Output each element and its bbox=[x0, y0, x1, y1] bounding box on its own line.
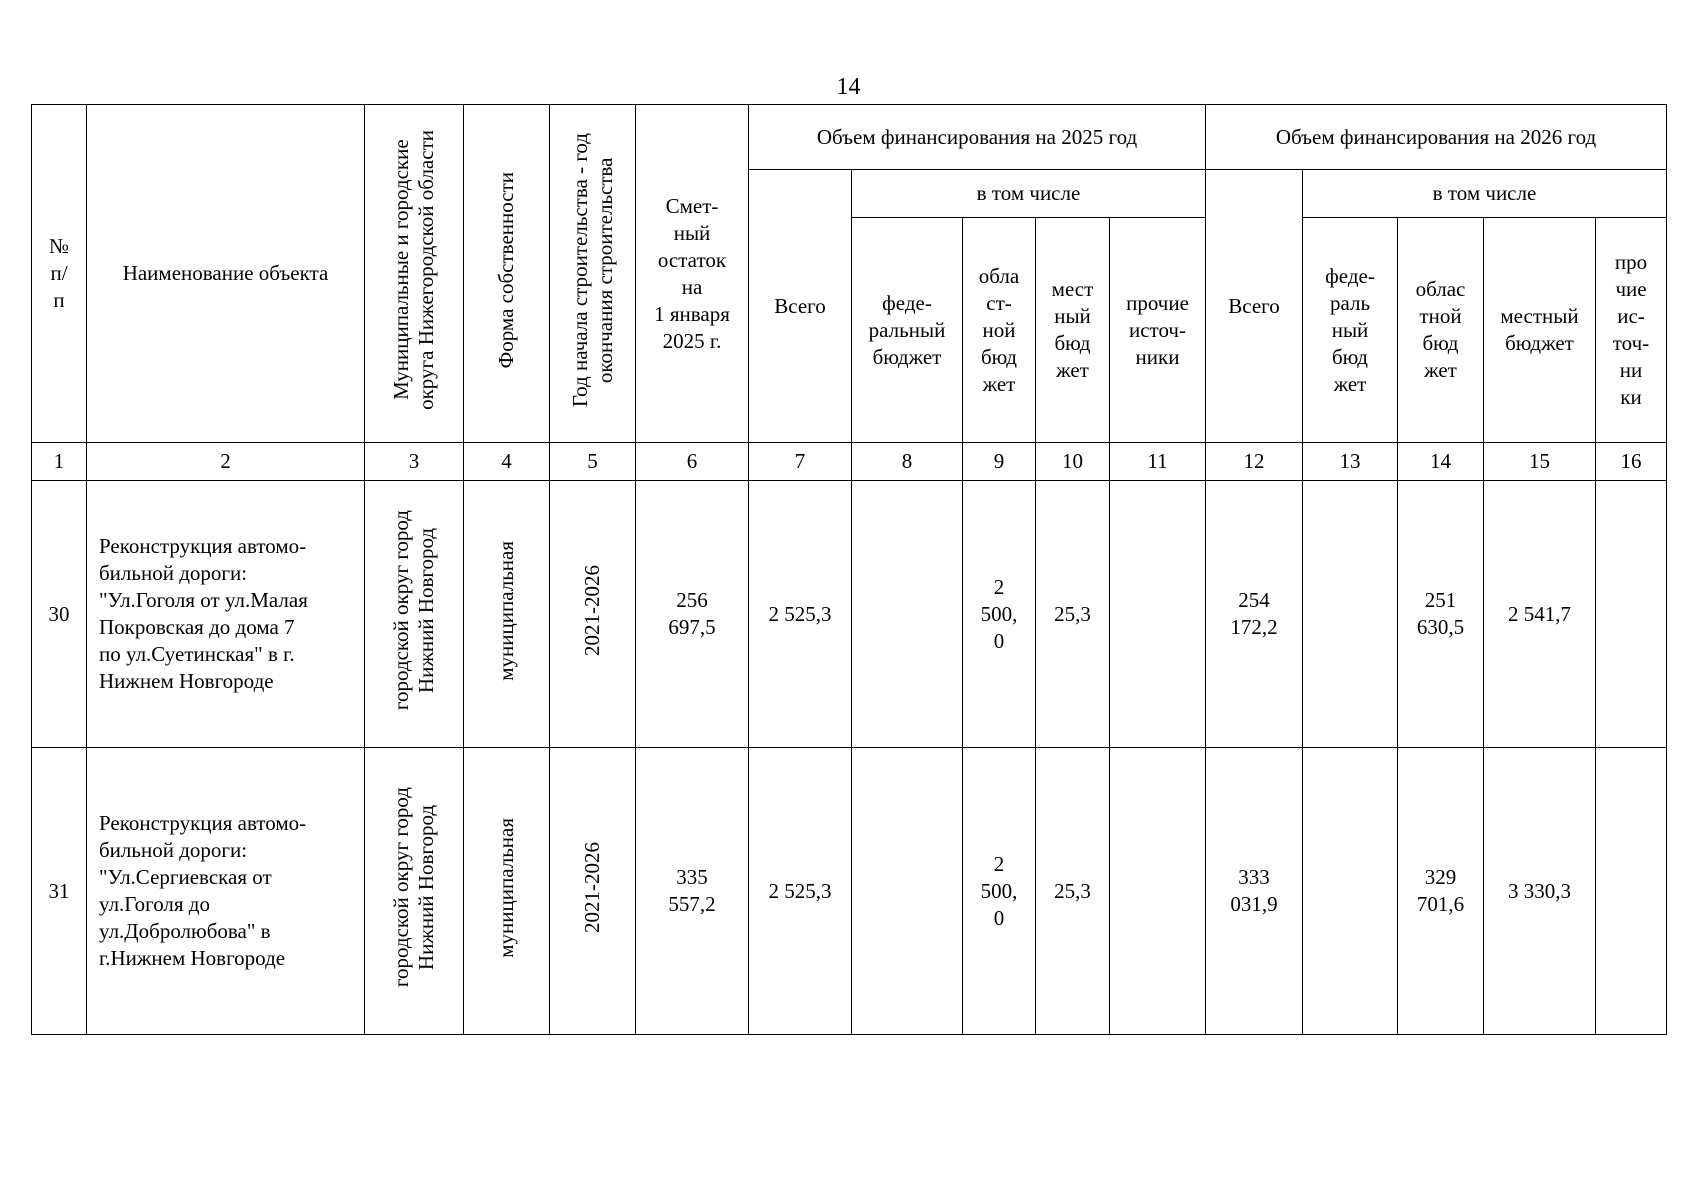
local-2025: 25,3 bbox=[1036, 481, 1110, 748]
header-total-2026: Всего bbox=[1206, 170, 1303, 443]
estimated-remainder: 335 557,2 bbox=[636, 748, 749, 1035]
ownership-form: муниципальная bbox=[494, 817, 518, 958]
header-total-2025: Всего bbox=[749, 170, 852, 443]
column-number: 4 bbox=[464, 443, 550, 481]
column-number: 14 bbox=[1398, 443, 1484, 481]
other-2026 bbox=[1596, 748, 1667, 1035]
header-object-name: Наименование объекта bbox=[87, 105, 365, 443]
page-number: 14 bbox=[836, 74, 861, 100]
regional-2026: 329 701,6 bbox=[1398, 748, 1484, 1035]
column-number: 16 bbox=[1596, 443, 1667, 481]
column-number: 12 bbox=[1206, 443, 1303, 481]
header-funding-2025: Объем финансирования на 2025 год bbox=[749, 105, 1206, 170]
header-funding-2026: Объем финансирования на 2026 год bbox=[1206, 105, 1667, 170]
header-num: № п/ п bbox=[32, 105, 87, 443]
financing-table bbox=[31, 104, 1667, 1035]
total-2026: 254 172,2 bbox=[1206, 481, 1303, 748]
total-2025: 2 525,3 bbox=[749, 481, 852, 748]
row-number: 31 bbox=[32, 748, 87, 1035]
municipal-cell bbox=[365, 481, 464, 748]
other-2025 bbox=[1110, 481, 1206, 748]
local-2026: 2 541,7 bbox=[1484, 481, 1596, 748]
column-number: 13 bbox=[1303, 443, 1398, 481]
header-federal-2025: феде- ральный бюджет bbox=[852, 218, 963, 443]
object-name: Реконструкция автомо- бильной дороги: "Ул.Сергиевская от ул.Гоголя до ул.Добролюбова" в г.Нижнем Новгороде bbox=[87, 748, 365, 1035]
header-regional-2025: обла ст- ной бюд жет bbox=[963, 218, 1036, 443]
header-other-2025: прочие источ- ники bbox=[1110, 218, 1206, 443]
header-regional-2026: облас тной бюд жет bbox=[1398, 218, 1484, 443]
column-number: 8 bbox=[852, 443, 963, 481]
table-row bbox=[32, 481, 1667, 748]
column-number: 15 bbox=[1484, 443, 1596, 481]
federal-2025 bbox=[852, 481, 963, 748]
header-municipal-text: Муниципальные и городские округа Нижегородской области bbox=[389, 130, 438, 410]
header-years-text: Год начала строительства - год окончания строительства bbox=[567, 132, 617, 408]
column-number: 3 bbox=[365, 443, 464, 481]
municipal-name: городской округ город Нижний Новгород bbox=[389, 510, 438, 711]
header-other-2026: про чие ис- точ- ни ки bbox=[1596, 218, 1667, 443]
local-2026: 3 330,3 bbox=[1484, 748, 1596, 1035]
regional-2025: 2 500, 0 bbox=[963, 748, 1036, 1035]
ownership-form: муниципальная bbox=[494, 540, 518, 681]
header-municipal bbox=[365, 105, 464, 443]
header-remainder: Смет- ный остаток на 1 января 2025 г. bbox=[636, 105, 749, 443]
object-name: Реконструкция автомо- бильной дороги: "Ул.Гоголя от ул.Малая Покровская до дома 7 по ул.Суетинская" в г. Нижнем Новгороде bbox=[87, 481, 365, 748]
column-number: 11 bbox=[1110, 443, 1206, 481]
years-cell bbox=[550, 748, 636, 1035]
other-2026 bbox=[1596, 481, 1667, 748]
header-including-2026: в том числе bbox=[1303, 170, 1667, 218]
municipal-name: городской округ город Нижний Новгород bbox=[389, 787, 438, 988]
header-local-2025: мест ный бюд жет bbox=[1036, 218, 1110, 443]
construction-years: 2021-2026 bbox=[580, 565, 604, 656]
column-number: 2 bbox=[87, 443, 365, 481]
column-number: 5 bbox=[550, 443, 636, 481]
regional-2026: 251 630,5 bbox=[1398, 481, 1484, 748]
header-ownership bbox=[464, 105, 550, 443]
header-years bbox=[550, 105, 636, 443]
federal-2026 bbox=[1303, 481, 1398, 748]
total-2025: 2 525,3 bbox=[749, 748, 852, 1035]
column-number: 1 bbox=[32, 443, 87, 481]
construction-years: 2021-2026 bbox=[580, 842, 604, 933]
federal-2026 bbox=[1303, 748, 1398, 1035]
municipal-cell bbox=[365, 748, 464, 1035]
header-including-2025: в том числе bbox=[852, 170, 1206, 218]
ownership-cell bbox=[464, 481, 550, 748]
local-2025: 25,3 bbox=[1036, 748, 1110, 1035]
column-number: 7 bbox=[749, 443, 852, 481]
column-number: 9 bbox=[963, 443, 1036, 481]
years-cell bbox=[550, 481, 636, 748]
column-number: 6 bbox=[636, 443, 749, 481]
estimated-remainder: 256 697,5 bbox=[636, 481, 749, 748]
ownership-cell bbox=[464, 748, 550, 1035]
row-number: 30 bbox=[32, 481, 87, 748]
header-federal-2026: феде- раль ный бюд жет bbox=[1303, 218, 1398, 443]
total-2026: 333 031,9 bbox=[1206, 748, 1303, 1035]
header-local-2026: местный бюджет bbox=[1484, 218, 1596, 443]
column-number-row bbox=[32, 443, 1667, 481]
regional-2025: 2 500, 0 bbox=[963, 481, 1036, 748]
table-row bbox=[32, 748, 1667, 1035]
header-ownership-text: Форма собственности bbox=[494, 171, 518, 369]
federal-2025 bbox=[852, 748, 963, 1035]
other-2025 bbox=[1110, 748, 1206, 1035]
column-number: 10 bbox=[1036, 443, 1110, 481]
